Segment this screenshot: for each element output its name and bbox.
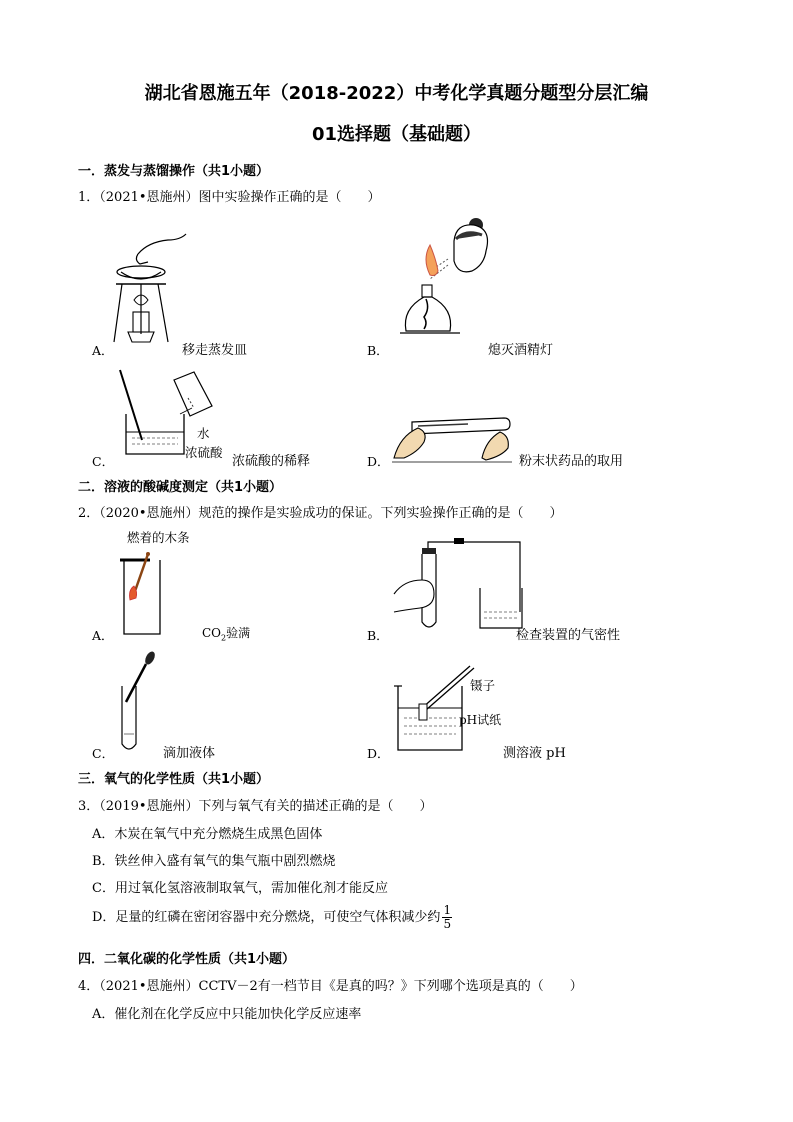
evaporating-dish-figure <box>108 232 188 350</box>
option-caption: 检查装置的气密性 <box>516 628 621 643</box>
option-caption: 浓硫酸的稀释 <box>232 454 311 469</box>
co2-full-test-figure <box>118 550 168 636</box>
option-letter: C． <box>92 454 115 469</box>
label-ph-paper: pH试纸 <box>459 713 502 727</box>
option-caption: 移走蒸发皿 <box>182 343 248 358</box>
question-4-stem: 4．（2021•恩施州）CCTV－2有一档节目《是真的吗？》下列哪个选项是真的（ ） <box>78 979 583 994</box>
option-caption: 滴加液体 <box>163 746 216 761</box>
option-caption: 粉末状药品的取用 <box>519 454 624 469</box>
question-3-option: C．用过氧化氢溶液制取氧气，需加催化剂才能反应 <box>92 881 388 896</box>
alcohol-lamp-figure <box>392 213 492 351</box>
document-title: 湖北省恩施五年（2018-2022）中考化学真题分题型分层汇编 <box>144 83 649 104</box>
option-caption: 熄灭酒精灯 <box>488 343 554 358</box>
option-caption: 测溶液 pH <box>503 746 566 761</box>
option-letter: D． <box>367 454 390 469</box>
option-letter: C． <box>92 746 115 761</box>
fraction-one-fifth: $\frac{1}{5}$ <box>443 903 452 931</box>
option-letter: A． <box>92 343 114 358</box>
section-heading: 三．氧气的化学性质（共1小题） <box>78 772 270 787</box>
question-4-option: A．催化剂在化学反应中只能加快化学反应速率 <box>92 1007 362 1022</box>
dropper-figure <box>114 650 164 754</box>
powder-sampling-figure <box>392 400 514 462</box>
document-subtitle: 01选择题（基础题） <box>311 124 482 145</box>
option-letter: B． <box>367 628 389 643</box>
ph-test-figure <box>392 664 480 756</box>
option-letter: B． <box>367 343 389 358</box>
label-concentrated-acid: 浓硫酸 <box>185 445 223 460</box>
option-caption-co2: $CO_2$验满 <box>202 626 251 643</box>
question-1-stem: 1．（2021•恩施州）图中实验操作正确的是（ ） <box>78 190 381 205</box>
label-burning-stick: 燃着的木条 <box>127 530 190 545</box>
section-heading: 一．蒸发与蒸馏操作（共1小题） <box>78 164 270 179</box>
section-heading: 四．二氧化碳的化学性质（共1小题） <box>78 952 296 967</box>
airtightness-figure <box>392 540 522 640</box>
label-tweezers: 镊子 <box>470 678 496 693</box>
option-letter: A． <box>92 628 114 643</box>
question-2-stem: 2．（2020•恩施州）规范的操作是实验成功的保证。下列实验操作正确的是（ ） <box>78 506 563 521</box>
label-water: 水 <box>197 426 210 441</box>
section-heading: 二．溶液的酸碱度测定（共1小题） <box>78 480 283 495</box>
question-3-stem: 3．（2019•恩施州）下列与氧气有关的描述正确的是（ ） <box>78 799 433 814</box>
option-letter: D． <box>367 746 390 761</box>
question-3-option: A．木炭在氧气中充分燃烧生成黑色固体 <box>92 827 323 842</box>
question-3-option: B．铁丝伸入盛有氧气的集气瓶中剧烈燃烧 <box>92 854 336 869</box>
question-3-option-d: D．足量的红磷在密闭容器中充分燃烧，可使空气体积减少约 $\frac{1}{5}$ <box>92 903 452 931</box>
